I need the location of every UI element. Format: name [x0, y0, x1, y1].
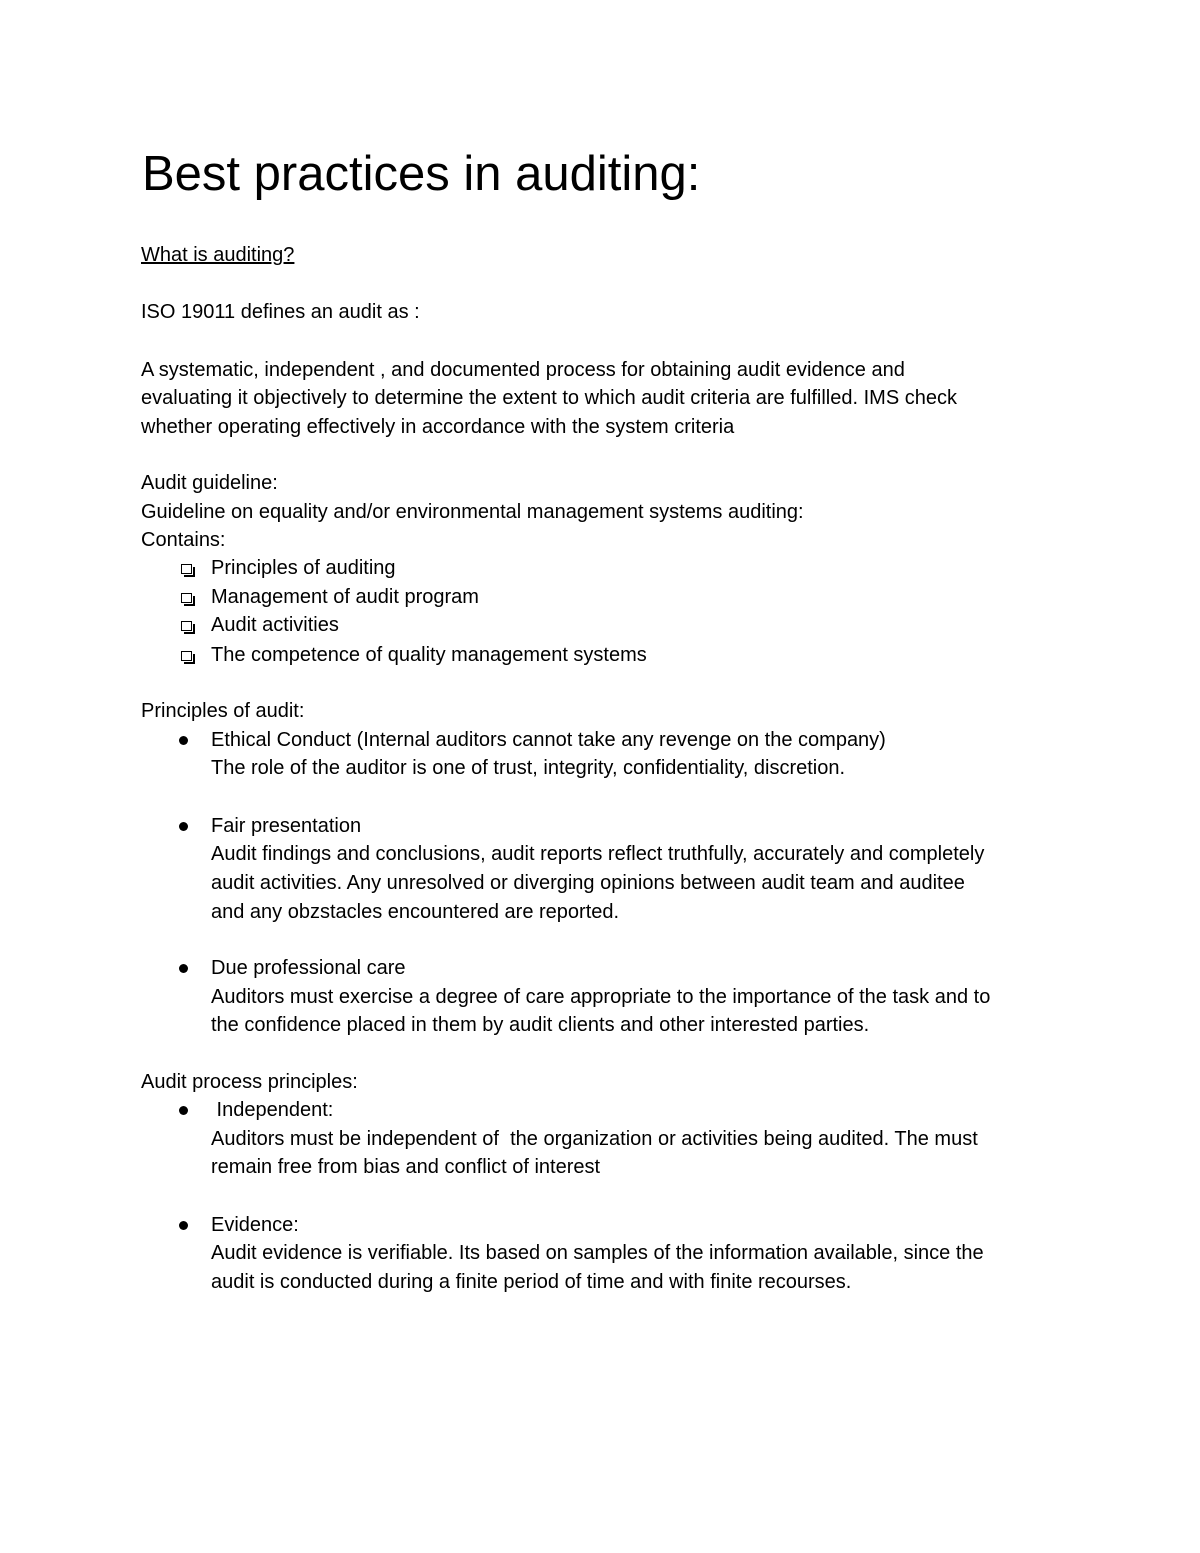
principle-description: and any obzstacles encountered are reported. — [211, 901, 620, 923]
iso-intro: ISO 19011 defines an audit as : — [141, 301, 420, 323]
definition-line: evaluating it objectively to determine the extent to which audit criteria are fulfilled. IMS check — [141, 387, 957, 409]
section-subheading: What is auditing? — [141, 244, 295, 266]
principle-name: Ethical Conduct (Internal auditors cannot take any revenge on the company) — [211, 729, 886, 751]
checkbox-bullet-icon — [178, 554, 198, 583]
process-principle-name: Independent: — [211, 1099, 334, 1121]
bullet-dot-icon — [178, 726, 198, 755]
guideline-item: The competence of quality management systems — [211, 644, 647, 666]
guideline-heading: Audit guideline: — [141, 472, 278, 494]
guideline-item: Management of audit program — [211, 586, 479, 608]
guideline-item: Principles of auditing — [211, 557, 396, 579]
principle-name: Fair presentation — [211, 815, 362, 837]
process-principle-description: audit is conducted during a finite period of time and with finite recourses. — [211, 1271, 852, 1293]
guideline-description: Guideline on equality and/or environmental management systems auditing: — [141, 501, 804, 523]
process-principle-description: remain free from bias and conflict of interest — [211, 1156, 601, 1178]
definition-line: whether operating effectively in accordance with the system criteria — [141, 416, 735, 438]
principle-description: audit activities. Any unresolved or diverging opinions between audit team and auditee — [211, 872, 965, 894]
checkbox-bullet-icon — [178, 583, 198, 612]
principles-heading: Principles of audit: — [141, 700, 305, 722]
page-title: Best practices in auditing: — [142, 147, 701, 201]
process-principles-heading: Audit process principles: — [141, 1071, 358, 1093]
contains-label: Contains: — [141, 529, 226, 551]
principle-description: The role of the auditor is one of trust, integrity, confidentiality, discretion. — [211, 757, 846, 779]
bullet-dot-icon — [178, 954, 198, 983]
guideline-item: Audit activities — [211, 614, 339, 636]
process-principle-description: Audit evidence is verifiable. Its based on samples of the information available, since the — [211, 1242, 984, 1264]
principle-description: Auditors must exercise a degree of care appropriate to the importance of the task and to — [211, 986, 991, 1008]
process-principle-description: Auditors must be independent of the organization or activities being audited. The must — [211, 1128, 978, 1150]
principle-description: the confidence placed in them by audit clients and other interested parties. — [211, 1014, 870, 1036]
bullet-dot-icon — [178, 812, 198, 841]
checkbox-bullet-icon — [178, 611, 198, 640]
bullet-dot-icon — [178, 1096, 198, 1125]
definition-line: A systematic, independent , and documented process for obtaining audit evidence and — [141, 359, 905, 381]
bullet-dot-icon — [178, 1211, 198, 1240]
principle-description: Audit findings and conclusions, audit reports reflect truthfully, accurately and completely — [211, 843, 985, 865]
process-principle-name: Evidence: — [211, 1214, 299, 1236]
principle-name: Due professional care — [211, 957, 406, 979]
checkbox-bullet-icon — [178, 641, 198, 670]
